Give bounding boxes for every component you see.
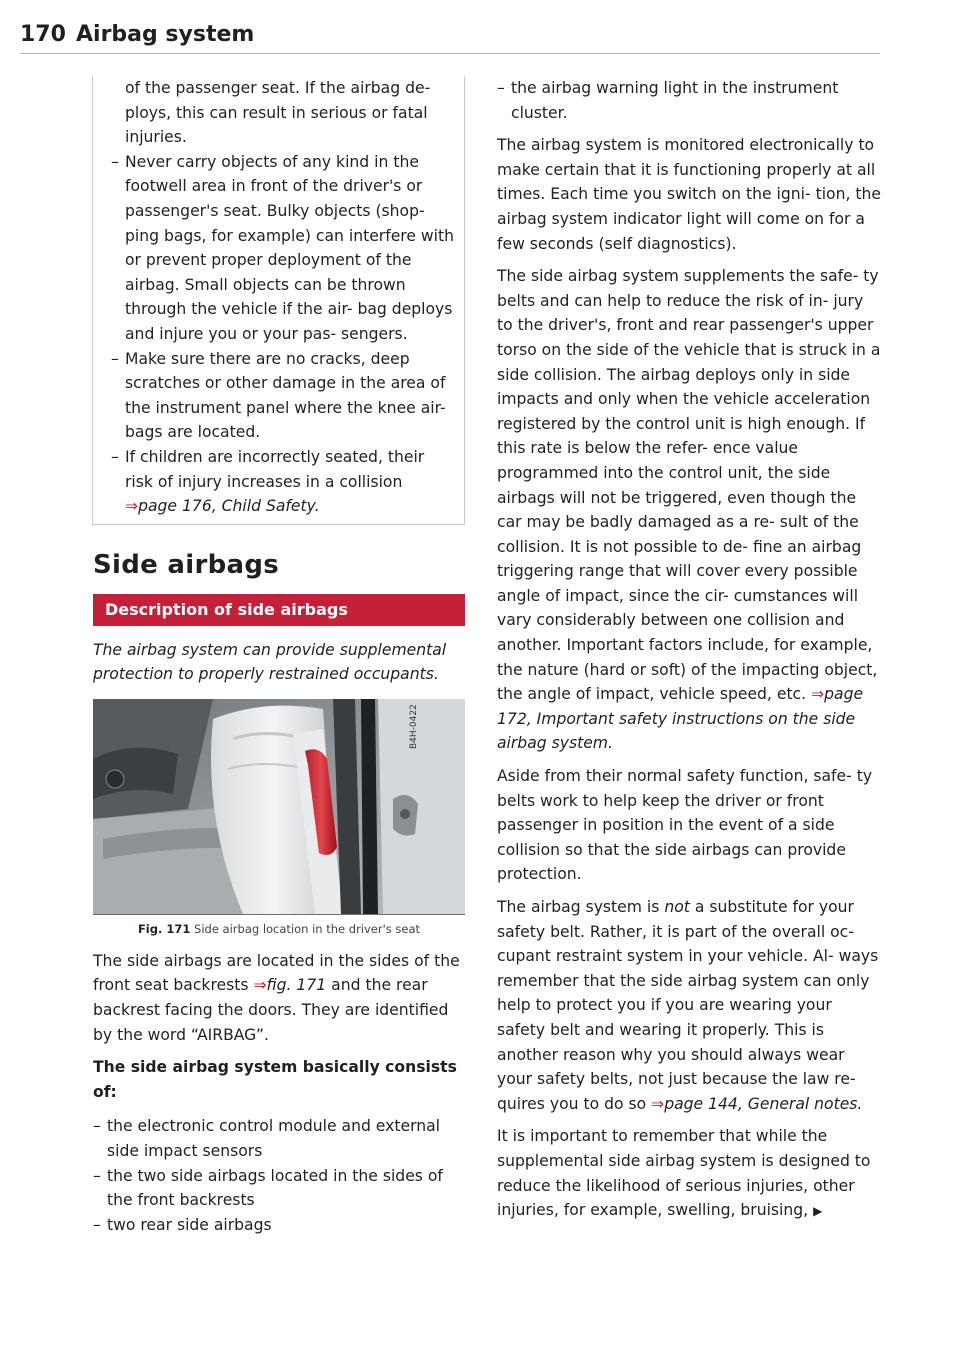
component-item: – the airbag warning light in the instrument cluster. (497, 76, 882, 125)
component-item: – two rear side airbags (93, 1213, 465, 1238)
header-divider (20, 53, 880, 54)
safety-belt-paragraph: Aside from their normal safety function, safe- ty belts work to help keep the driver or front passenger in position in the event of a side collision so that the side airbags can provide protection. (497, 767, 873, 884)
figure-caption-text: Side airbag location in the driver's seat (194, 921, 421, 936)
arrow-right-icon: ⇒ (125, 497, 139, 516)
subsection-banner: Description of side airbags (93, 594, 465, 626)
location-paragraph: The side airbags are located in the sides of the front seat backrests ⇒fig. 171 and the rear backrest facing the doors. They are identified by the word “AIRBAG”. (93, 951, 460, 1044)
injury-paragraph: It is important to remember that while the supplemental side airbag system is designed to reduce the likelihood of serious injuries, other injuries, for example, swelling, bruising, ▶ (497, 1127, 871, 1220)
left-column (93, 76, 465, 1237)
arrow-right-icon: ⇒ (811, 685, 825, 704)
figure-caption (93, 921, 465, 937)
warning-item (111, 445, 454, 519)
figure-label: Fig. 171 (137, 921, 191, 936)
component-item: – the two side airbags located in the sides of the front backrests (93, 1164, 465, 1213)
xref-link[interactable]: ⇒fig. 171 (253, 976, 327, 995)
warning-item (111, 347, 454, 445)
emphasis-not: not (664, 898, 690, 916)
xref-link[interactable]: ⇒page 172, Important safety instructions on the side airbag system. (497, 685, 864, 753)
warning-item-text: Never carry objects of any kind in the footwell area in front of the driver's or passenger's seat. Bulky objects (shop- ping bags, for example) can interfere with or prevent proper deployment of the airbag. Small objects can be thrown through the vehicle if the air- bag deploys and injure you or your pas- sengers. (125, 152, 455, 343)
warning-item (111, 150, 454, 347)
arrow-right-icon: ⇒ (651, 1094, 665, 1113)
warning-lead (111, 76, 454, 150)
figure-code: B4H-0422 (409, 704, 419, 749)
components-heading: The side airbag system basically consists of: (93, 1058, 457, 1101)
seat-photo-illustration (93, 699, 465, 914)
warning-lead-line: of the passenger seat. If the airbag de- (125, 79, 431, 97)
right-column (497, 76, 882, 1232)
continue-triangle-icon: ▶ (813, 1204, 823, 1219)
warning-item-text: Make sure there are no cracks, deep scratches or other damage in the area of the instrument panel where the knee air- bags are located. (125, 349, 446, 442)
section-heading: Side airbags (93, 549, 280, 580)
warning-list (111, 150, 454, 519)
components-list-continued (497, 76, 882, 125)
xref-link[interactable]: ⇒page 176, Child Safety. (125, 497, 320, 516)
seat-airbag-figure (93, 699, 465, 915)
warning-box-continued (92, 76, 465, 525)
supplement-paragraph: The side airbag system supplements the safe- ty belts and can help to reduce the risk of in- jury to the driver's, front and rear passenger's upper torso on the side of the vehicle that is struck in a side collision. The airbag deploys only in side impacts and only when the vehicle acceleration registered by the control unit is high enough. If this rate is below the refer- ence value programmed into the control unit, the side airbags will not be triggered, even though the car may be badly damaged as a re- sult of the collision. It is not possible to de- fine an airbag triggering range that will cover every possible angle of impact, since the cir- cumstances will vary considerably between one collision and another. Important factors include, for example, the nature (hard or soft) of the impacting object, the angle of impact, vehicle speed, etc. ⇒page 172, Important safety instructions on the side airbag system. (497, 267, 881, 753)
component-item: – the electronic control module and external side impact sensors (93, 1114, 465, 1163)
warning-lead-line: ploys, this can result in serious or fatal (125, 103, 428, 122)
components-list (93, 1114, 465, 1237)
restraint-paragraph: The airbag system is not a substitute for your safety belt. Rather, it is part of the overall oc- cupant restraint system in your vehicle. Al- ways remember that the side airbag system can only help to protect you if you are wearing your safety belt and wearing it properly. This is another reason why you should always wear your safety belts, not just because the law re- quires you to do so ⇒page 144, General notes. (497, 898, 879, 1113)
page-number: 170 (20, 22, 66, 47)
arrow-right-icon: ⇒ (253, 976, 267, 995)
section-title: Airbag system (76, 22, 255, 47)
page-header (20, 20, 880, 58)
monitoring-paragraph: The airbag system is monitored electronically to make certain that it is functioning properly at all times. Each time you switch on the igni- tion, the airbag system indicator light will come on for a few seconds (self diagnostics). (497, 136, 881, 253)
xref-link[interactable]: ⇒page 144, General notes. (651, 1094, 863, 1113)
intro-text: The airbag system can provide supplemental protection to properly restrained occupants. (93, 640, 447, 684)
warning-lead-line: injuries. (125, 128, 187, 147)
warning-item-text: If children are incorrectly seated, their risk of injury increases in a collision (125, 447, 425, 491)
